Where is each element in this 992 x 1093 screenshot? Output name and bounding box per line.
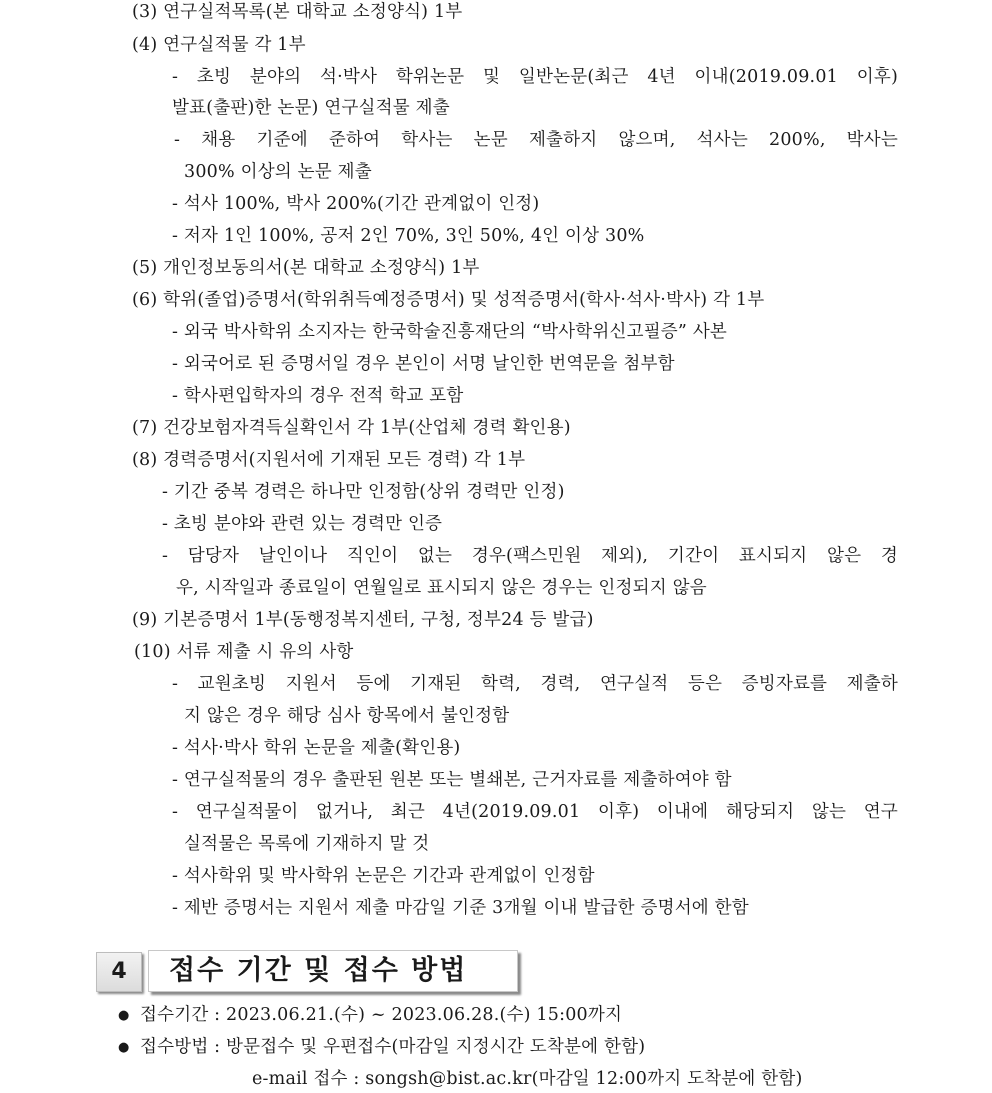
- item-5-privacy-consent: (5) 개인정보동의서(본 대학교 소정양식) 1부: [132, 258, 480, 278]
- section-title-box: [148, 950, 518, 992]
- item-4-sub-2-cont: 300% 이상의 논문 제출: [184, 162, 372, 182]
- item-8-sub-3-cont: 우, 시작일과 종료일이 연월일로 표시되지 않은 경우는 인정되지 않음: [176, 578, 707, 598]
- item-10-sub-5: - 석사학위 및 박사학위 논문은 기간과 관계없이 인정함: [172, 866, 595, 886]
- item-4-sub-1-cont: 발표(출판)한 논문) 연구실적물 제출: [172, 98, 450, 118]
- item-10-sub-3: - 연구실적물의 경우 출판된 원본 또는 별쇄본, 근거자료를 제출하여야 함: [172, 770, 732, 790]
- reception-method: 접수방법 : 방문접수 및 우편접수(마감일 지정시간 도착분에 한함): [140, 1037, 646, 1057]
- email-reception: e-mail 접수 : songsh@bist.ac.kr(마감일 12:00까지 도착분에 한함): [252, 1069, 803, 1089]
- item-6-sub-2: - 외국어로 된 증명서일 경우 본인이 서명 날인한 번역문을 첨부함: [172, 354, 675, 374]
- reception-period: 접수기간 : 2023.06.21.(수) ~ 2023.06.28.(수) 15:00까지: [140, 1005, 623, 1025]
- item-10-sub-4-cont: 실적물은 목록에 기재하지 말 것: [184, 834, 430, 854]
- item-6-sub-3: - 학사편입학자의 경우 전적 학교 포함: [172, 386, 464, 406]
- item-6-degree-certificate: (6) 학위(졸업)증명서(학위취득예정증명서) 및 성적증명서(학사·석사·박사) 각 1부: [132, 290, 765, 310]
- item-8-career-certificate: (8) 경력증명서(지원서에 기재된 모든 경력) 각 1부: [132, 450, 526, 470]
- item-4-sub-4: - 저자 1인 100%, 공저 2인 70%, 3인 50%, 4인 이상 30%: [172, 226, 645, 246]
- item-8-sub-3: - 담당자 날인이나 직인이 없는 경우(팩스민원 제외), 기간이 표시되지 않은 경: [162, 546, 898, 566]
- section-title: 접수 기간 및 접수 방법: [169, 955, 468, 986]
- section-number: 4: [96, 952, 142, 992]
- section-heading: [96, 950, 526, 992]
- item-6-sub-1: - 외국 박사학위 소지자는 한국학술진흥재단의 “박사학위신고필증” 사본: [172, 322, 728, 342]
- item-10-notes: (10) 서류 제출 시 유의 사항: [134, 642, 354, 662]
- bullet-icon: ●: [118, 1040, 130, 1055]
- item-4-sub-2: - 채용 기준에 준하여 학사는 논문 제출하지 않으며, 석사는 200%, 박사는: [174, 130, 898, 150]
- item-3-research-list: (3) 연구실적목록(본 대학교 소정양식) 1부: [132, 2, 463, 22]
- item-8-sub-2: - 초빙 분야와 관련 있는 경력만 인증: [162, 514, 443, 534]
- item-10-sub-6: - 제반 증명서는 지원서 제출 마감일 기준 3개월 이내 발급한 증명서에 한함: [172, 898, 749, 918]
- item-8-sub-1: - 기간 중복 경력은 하나만 인정함(상위 경력만 인정): [162, 482, 565, 502]
- item-10-sub-4: - 연구실적물이 없거나, 최근 4년(2019.09.01 이후) 이내에 해당되지 않는 연구: [172, 802, 898, 822]
- item-4-sub-3: - 석사 100%, 박사 200%(기간 관계없이 인정): [172, 194, 540, 214]
- item-7-health-insurance: (7) 건강보험자격득실확인서 각 1부(산업체 경력 확인용): [132, 418, 571, 438]
- item-10-sub-1: - 교원초빙 지원서 등에 기재된 학력, 경력, 연구실적 등은 증빙자료를 제출하: [172, 674, 898, 694]
- item-10-sub-2: - 석사·박사 학위 논문을 제출(확인용): [172, 738, 461, 758]
- item-9-basic-certificate: (9) 기본증명서 1부(동행정복지센터, 구청, 정부24 등 발급): [132, 610, 594, 630]
- bullet-icon: ●: [118, 1008, 130, 1023]
- item-4-sub-1: - 초빙 분야의 석·박사 학위논문 및 일반논문(최근 4년 이내(2019.09.01 이후): [172, 67, 898, 87]
- item-10-sub-1-cont: 지 않은 경우 해당 심사 항목에서 불인정함: [184, 706, 510, 726]
- item-4-research-output: (4) 연구실적물 각 1부: [132, 35, 306, 55]
